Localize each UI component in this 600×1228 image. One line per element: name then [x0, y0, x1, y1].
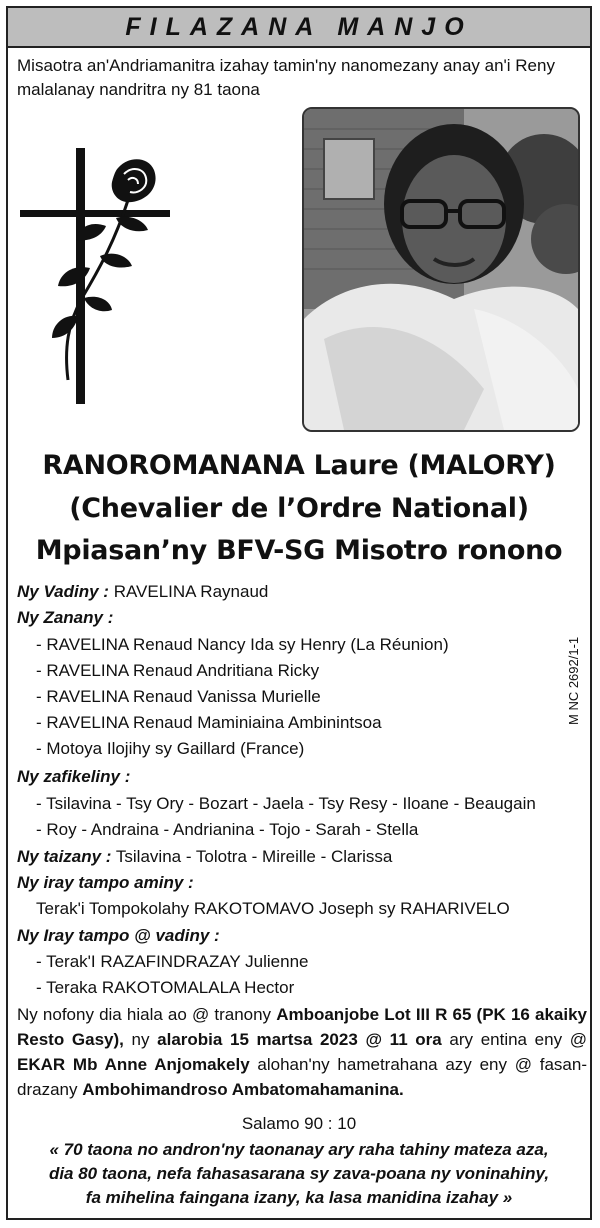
funeral-tomb: Ambohimandroso Ambatomahamanina.: [82, 1080, 404, 1099]
portrait-photo: [302, 107, 580, 432]
quote-line: dia 80 taona, nefa fahasasarana sy zava-poana ny voninahiny,: [48, 1164, 550, 1183]
zanany-item: - Motoya Ilojihy sy Gaillard (France): [36, 739, 305, 758]
taizany-label: Ny taizany :: [17, 847, 112, 866]
intro-text: Misaotra an'Andriamanitra izahay tamin'ny nanomezany anay an'i Reny malalanay nandritra ny 81 taona: [17, 56, 555, 99]
quote-line: « 70 taona no andron'ny taonanay ary raha tahiny mateza aza,: [49, 1140, 549, 1159]
zanany-item: - RAVELINA Renaud Andritiana Ricky: [36, 661, 320, 680]
tampo-vadiny-item: - Terak'I RAZAFINDRAZAY Julienne: [36, 952, 309, 971]
taizany-value: Tsilavina - Tolotra - Mireille - Clarissa: [115, 847, 393, 866]
zafikeliny-line: - Roy - Andraina - Andrianina - Tojo - Sarah - Stella: [36, 820, 419, 839]
vadiny-value: RAVELINA Raynaud: [113, 582, 269, 601]
funeral-datetime: alarobia 15 martsa 2023 @ 11 ora: [157, 1030, 442, 1049]
psalm-reference: Salamo 90 : 10: [241, 1114, 357, 1133]
zafikeliny-label: Ny zafikeliny :: [17, 767, 131, 786]
funeral-text: ny: [123, 1030, 158, 1049]
zanany-item: - RAVELINA Renaud Maminiaina Ambinintsoa: [36, 713, 382, 732]
notice-banner: [8, 8, 590, 48]
funeral-text: ary entina eny @: [441, 1030, 587, 1049]
portrait-image: [304, 109, 578, 430]
quote-line: fa mihelina faingana izany, ka lasa manidina izahay »: [85, 1188, 513, 1207]
psalm-quote: [8, 1138, 590, 1210]
banner-title: FILAZANA MANJO: [125, 12, 473, 41]
funeral-text: alohan'ny hametrahana azy eny @ fasan-drazany: [17, 1055, 587, 1099]
zafikeliny-line: - Tsilavina - Tsy Ory - Bozart - Jaela - Tsy Resy - Iloane - Beaugain: [36, 794, 536, 813]
funeral-address: Amboanjobe Lot III R 65 (PK 16 akaiky Resto Gasy),: [17, 1005, 587, 1049]
funeral-text: Ny nofony dia hiala ao @ tranony: [17, 1005, 277, 1024]
funeral-details: [17, 1002, 587, 1102]
cross-with-rose-icon: [20, 148, 170, 404]
tampo-aminy-label: Ny iray tampo aminy :: [17, 873, 194, 892]
zanany-item: - RAVELINA Renaud Nancy Ida sy Henry (La Réunion): [36, 635, 449, 654]
tampo-vadiny-label: Ny Iray tampo @ vadiny :: [17, 926, 220, 945]
member-title: Mpiasan’ny BFV-SG Misotro ronono: [35, 535, 563, 566]
vadiny-row: [17, 582, 268, 602]
tampo-vadiny-item: - Teraka RAKOTOMALALA Hector: [36, 978, 295, 997]
honor-title: (Chevalier de l’Ordre National): [69, 493, 529, 524]
taizany-row: [17, 847, 392, 867]
funeral-church: EKAR Mb Anne Anjomakely: [17, 1055, 250, 1074]
reference-code: M NC 2692/1-1: [566, 636, 581, 725]
vadiny-label: Ny Vadiny :: [17, 582, 109, 601]
tampo-aminy-value: Terak'i Tompokolahy RAKOTOMAVO Joseph sy RAHARIVELO: [36, 899, 510, 918]
zanany-item: - RAVELINA Renaud Vanissa Murielle: [36, 687, 321, 706]
zanany-label: Ny Zanany :: [17, 608, 114, 627]
deceased-name: RANOROMANANA Laure (MALORY): [42, 450, 556, 481]
reference-code-wrap: [566, 636, 582, 835]
